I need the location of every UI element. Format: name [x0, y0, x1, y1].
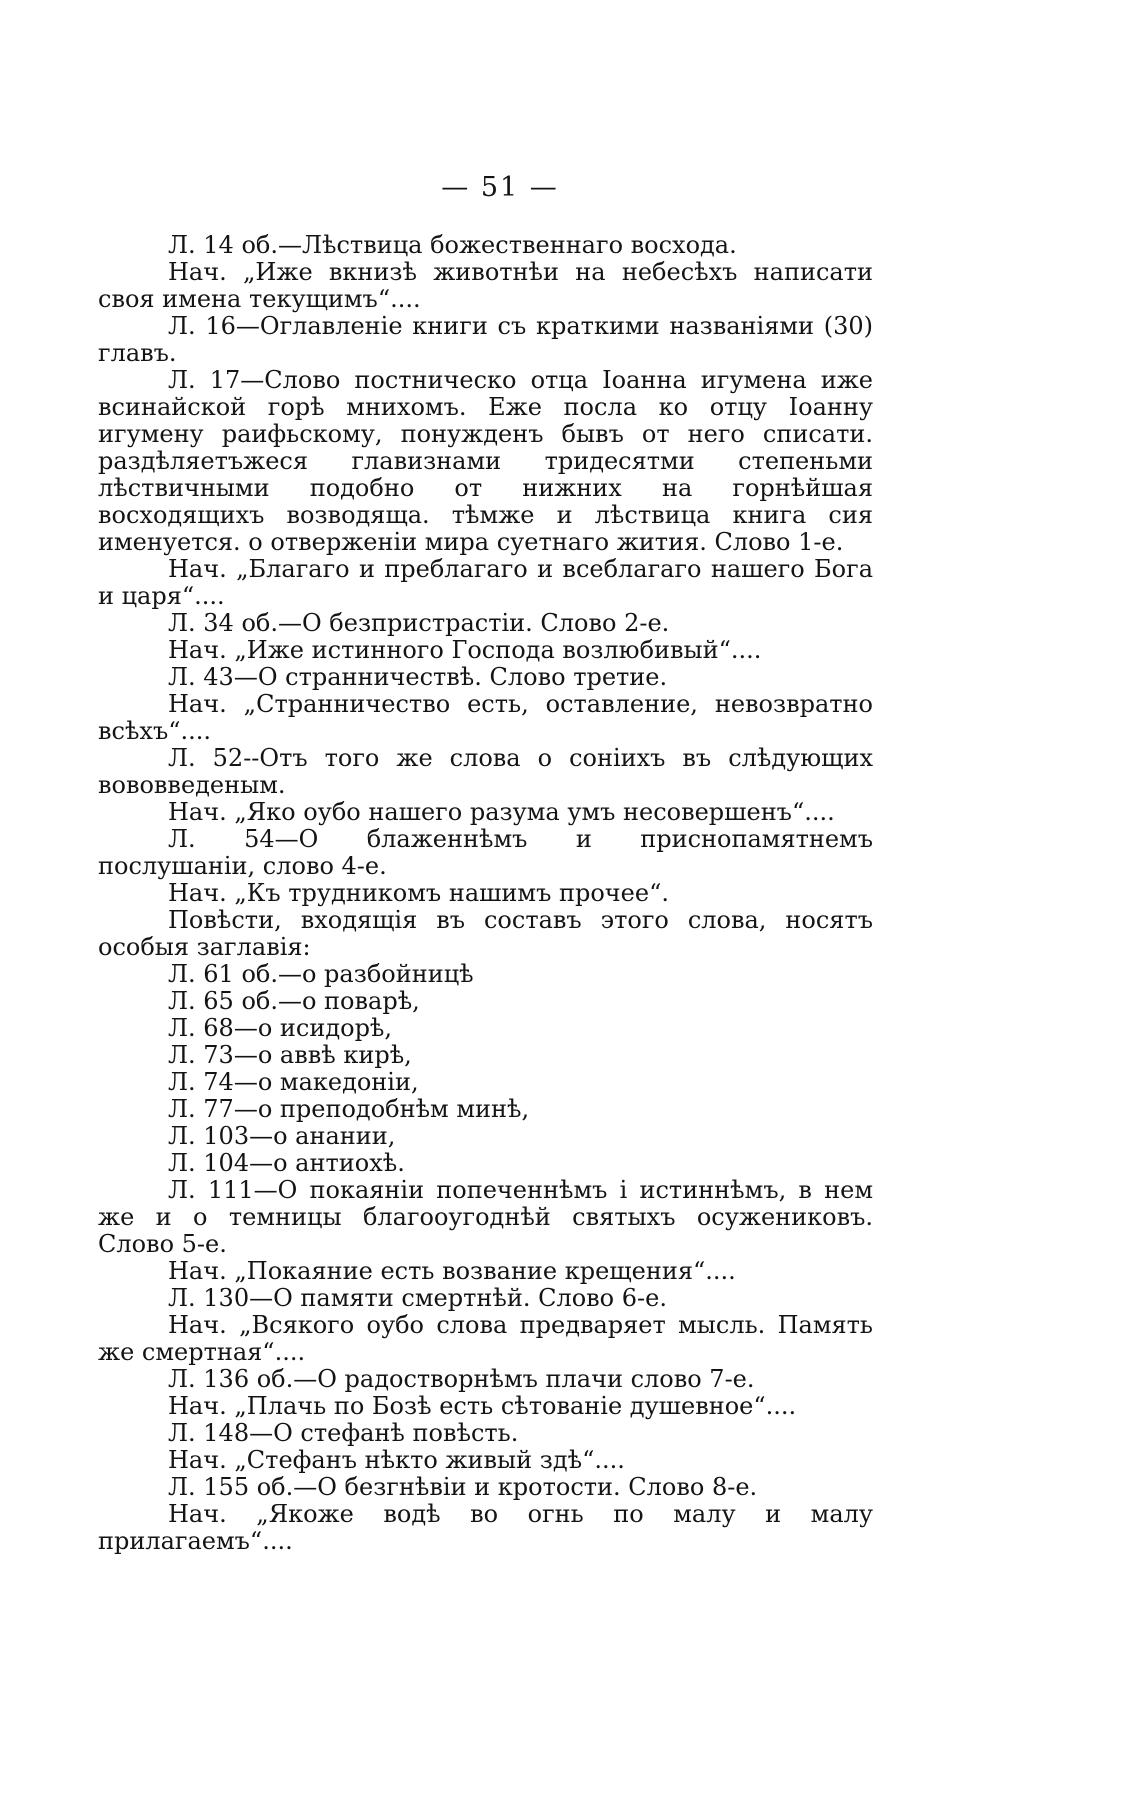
- stories-intro: Повѣсти, входящія въ составъ этого слова, носятъ особыя заглавія:: [98, 906, 873, 961]
- entry-l52: Л. 52--Отъ того же слова о соніихъ въ слѣдующих вововведеным.: [98, 744, 873, 799]
- incipit-l17: Нач. „Благаго и преблагаго и всеблагаго нашего Бога и царя“....: [98, 555, 873, 610]
- story-item: Л. 77—о преподобнѣм минѣ,: [168, 1095, 530, 1123]
- incipit-l14: Нач. „Иже вкнизѣ животнѣи на небесѣхъ написати своя имена текущимъ“....: [98, 258, 873, 313]
- incipit-l54: Нач. „Къ трудникомъ нашимъ прочее“.: [168, 879, 669, 907]
- entry-l14: Л. 14 об.—Лѣствица божественнаго восхода.: [168, 231, 737, 259]
- incipit-l130: Нач. „Всякого оубо слова предваряет мысль. Память же смертная“....: [98, 1311, 873, 1366]
- incipit-l148: Нач. „Стефанъ нѣкто живый здѣ“....: [168, 1446, 625, 1474]
- story-item: Л. 73—о аввѣ кирѣ,: [168, 1041, 412, 1069]
- incipit-l155: Нач. „Якоже водѣ во огнь по малу и малу прилагаемъ“....: [98, 1500, 873, 1555]
- story-item: Л. 65 об.—о поварѣ,: [168, 987, 420, 1015]
- entry-l155: Л. 155 об.—О безгнѣвіи и кротости. Слово 8-е.: [168, 1473, 758, 1501]
- incipit-l52: Нач. „Яко оубо нашего разума умъ несовершенъ“....: [168, 798, 835, 826]
- entry-l54: Л. 54—О блаженнѣмъ и приснопамятнемъ послушаніи, слово 4-е.: [98, 825, 873, 880]
- page-number: — 51 —: [441, 172, 559, 203]
- entry-l43: Л. 43—О странничествѣ. Слово третие.: [168, 663, 668, 691]
- entry-l130: Л. 130—О памяти смертнѣй. Слово 6-е.: [168, 1284, 667, 1312]
- incipit-l34: Нач. „Иже истинного Господа возлюбивый“....: [168, 636, 762, 664]
- entry-l111: Л. 111—О покаяніи попеченнѣмъ і истиннѣмъ, в нем же и о темницы благооугоднѣй святыхъ осужениковъ. Слово 5-е.: [98, 1176, 873, 1258]
- incipit-l43: Нач. „Странничество есть, оставление, невозвратно всѣхъ“....: [98, 690, 873, 745]
- entry-l17: Л. 17—Слово постническо отца Іоанна игумена иже всинайской горѣ мнихомъ. Еже посла ко отцу Іоанну игумену раифьскому, понужденъ бывъ от него списати. раздѣляетъжеся главизнами тридесятми степеньми лѣствичными подобно от нижних на горнѣйшая восходящихъ возводяща. тѣмже и лѣствица книга сия именуется. о отверженіи мира суетнаго жития. Слово 1-е.: [98, 366, 873, 556]
- story-item: Л. 61 об.—о разбойницѣ: [168, 960, 474, 988]
- entry-l136: Л. 136 об.—О радостворнѣмъ плачи слово 7-е.: [168, 1365, 755, 1393]
- story-item: Л. 103—о анании,: [168, 1122, 396, 1150]
- entry-l34: Л. 34 об.—О безпристрастіи. Слово 2-е.: [168, 609, 670, 637]
- incipit-l111: Нач. „Покаяние есть возвание крещения“....: [168, 1257, 736, 1285]
- story-item: Л. 104—о антиохѣ.: [168, 1149, 405, 1177]
- incipit-l136: Нач. „Плачь по Бозѣ есть сѣтованіе душевное“....: [168, 1392, 797, 1420]
- story-item: Л. 68—о исидорѣ,: [168, 1014, 393, 1042]
- entry-l148: Л. 148—О стефанѣ повѣсть.: [168, 1419, 519, 1447]
- entry-l16: Л. 16—Оглавленіе книги съ краткими названіями (30) главъ.: [98, 312, 873, 367]
- text-block: [98, 232, 873, 1555]
- story-item: Л. 74—о македоніи,: [168, 1068, 419, 1096]
